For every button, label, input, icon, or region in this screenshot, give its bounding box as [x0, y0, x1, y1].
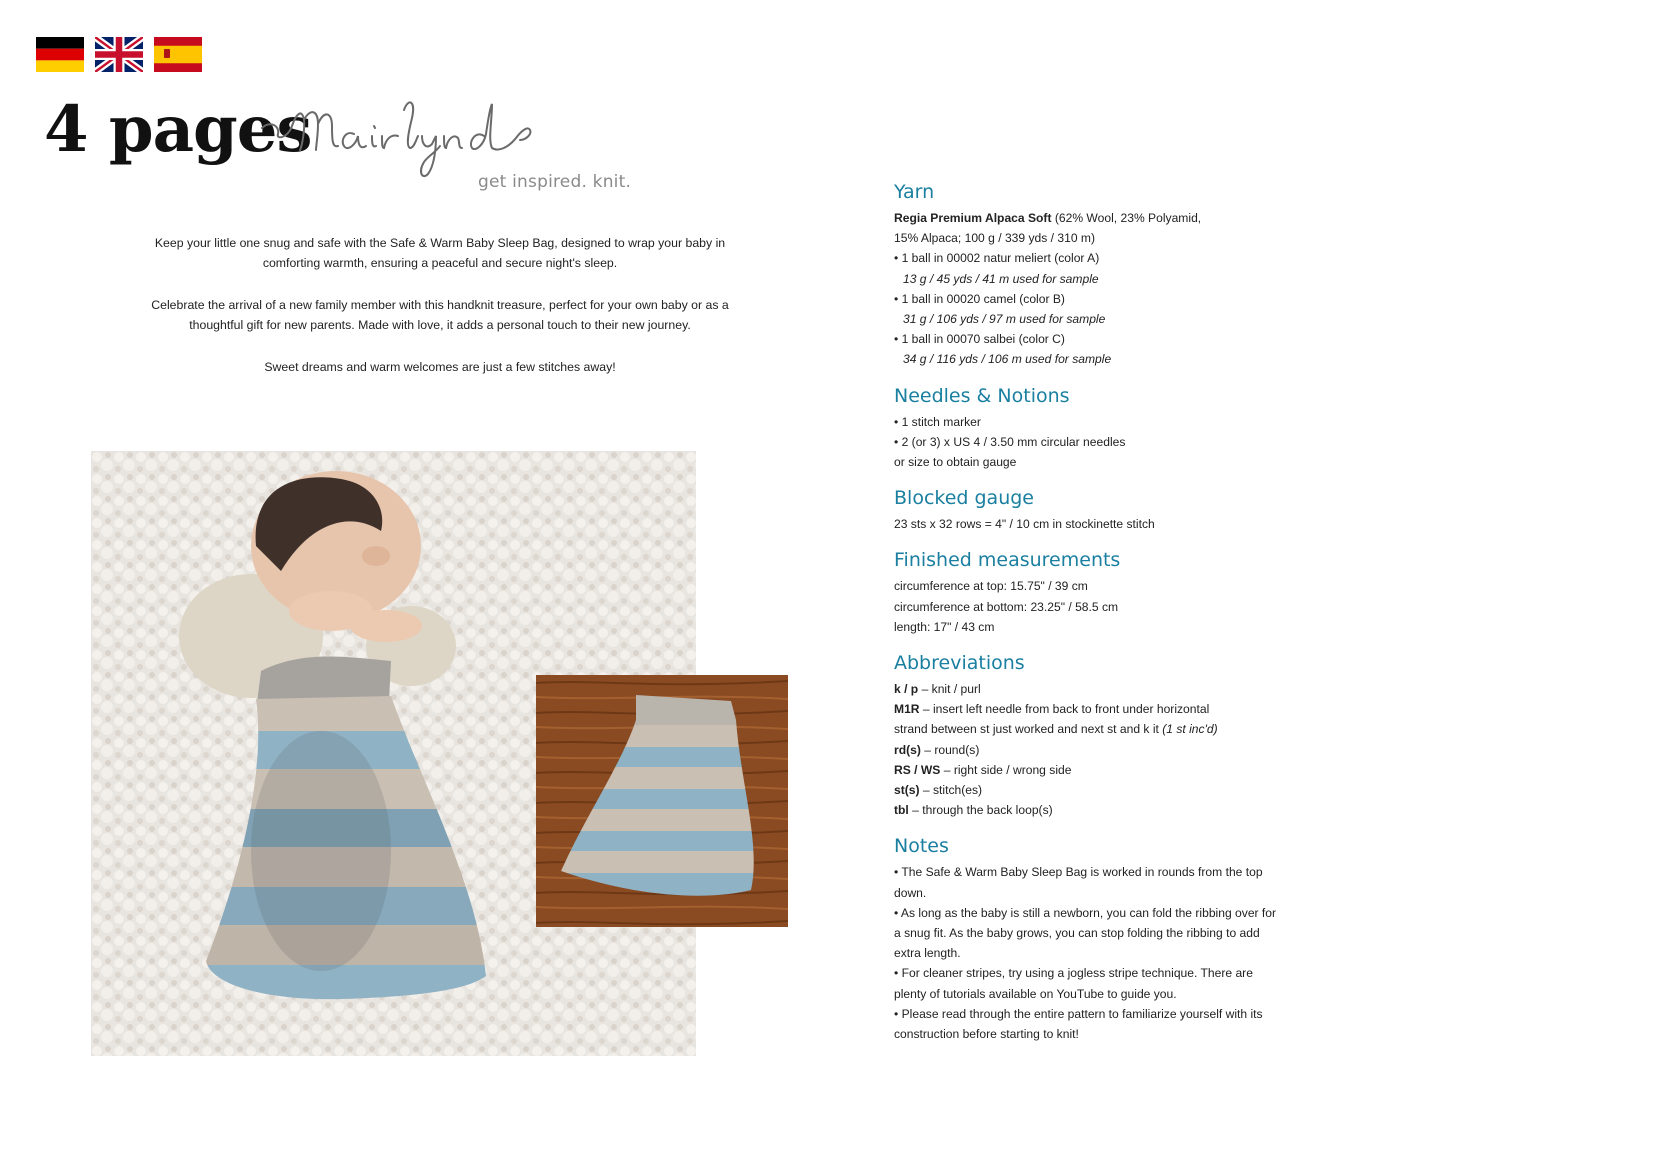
measurements-section: [894, 548, 1284, 637]
abbreviation-item: [894, 800, 1284, 820]
yarn-spec-cont: 15% Alpaca; 100 g / 339 yds / 310 m): [894, 231, 1096, 246]
abbreviation-def: – stitch(es): [919, 783, 983, 798]
abbreviation-item: [894, 780, 1284, 800]
gauge-section: [894, 486, 1284, 534]
pattern-details: [894, 180, 1284, 1058]
abbreviation-term: rd(s): [894, 742, 921, 757]
yarn-ball: • 1 ball in 00020 camel (color B): [894, 291, 1065, 306]
needles-line: or size to obtain gauge: [894, 455, 1017, 470]
abbreviation-def: – right side / wrong side: [940, 762, 1072, 777]
abbreviation-def: strand between st just worked and next st and k it: [894, 722, 1163, 737]
abbreviation-def: – through the back loop(s): [908, 803, 1053, 818]
note-item: • The Safe & Warm Baby Sleep Bag is worked in rounds from the top down.: [894, 865, 1263, 900]
yarn-ball: • 1 ball in 00002 natur meliert (color A): [894, 251, 1100, 266]
yarn-usage: 34 g / 116 yds / 106 m used for sample: [903, 352, 1112, 367]
tagline: get inspired. knit.: [478, 172, 632, 192]
abbreviation-item: [894, 760, 1284, 780]
spain-flag-icon[interactable]: [154, 37, 202, 72]
note-item: • As long as the baby is still a newborn, you can fold the ribbing over for a snug fit. As the baby grows, you can stop folding the ribbing to add extra length.: [894, 905, 1277, 961]
measurements-heading: Finished measurements: [894, 549, 1121, 572]
notes-section: [894, 834, 1284, 1044]
measurement-line: circumference at bottom: 23.25" / 58.5 cm: [894, 599, 1119, 614]
abbreviation-item: [894, 679, 1284, 699]
needles-heading: Needles & Notions: [894, 384, 1070, 407]
yarn-brand: Regia Premium Alpaca Soft: [894, 211, 1052, 225]
abbreviation-term: RS / WS: [894, 762, 941, 777]
abbreviation-def: – knit / purl: [918, 682, 981, 697]
abbreviation-def: – insert left needle from back to front under horizontal: [919, 702, 1210, 717]
note-item: • For cleaner stripes, try using a jogless stripe technique. There are plenty of tutorials available on YouTube to guide you.: [894, 966, 1253, 1001]
measurement-line: length: 17" / 43 cm: [894, 619, 995, 634]
intro-paragraph: Sweet dreams and warm welcomes are just a few stitches away!: [264, 360, 616, 374]
germany-flag-icon[interactable]: [36, 37, 84, 72]
sleep-bag-flat-photo: [536, 675, 788, 927]
gauge-line: 23 sts x 32 rows = 4" / 10 cm in stockinette stitch: [894, 517, 1155, 532]
gauge-heading: Blocked gauge: [894, 487, 1034, 510]
abbreviation-def: – round(s): [920, 742, 980, 757]
language-flags: [36, 37, 202, 72]
abbreviation-term: M1R: [894, 702, 920, 717]
intro-paragraph: Celebrate the arrival of a new family member with this handknit treasure, perfect for your own baby or as a thoughtful gift for new parents. Made with love, it adds a personal touch to their new journey.: [151, 298, 729, 332]
abbreviation-term: st(s): [894, 783, 920, 798]
yarn-section: [894, 180, 1284, 370]
abbreviation-item: [894, 740, 1284, 760]
yarn-ball: • 1 ball in 00070 salbei (color C): [894, 332, 1065, 347]
yarn-spec: [894, 208, 1284, 228]
notes-heading: Notes: [894, 835, 949, 858]
needles-line: • 1 stitch marker: [894, 414, 981, 429]
yarn-usage: 13 g / 45 yds / 41 m used for sample: [903, 271, 1099, 286]
abbreviation-note: (1 st inc'd): [1162, 722, 1218, 737]
abbreviations-section: [894, 651, 1284, 820]
abbreviation-item: [894, 699, 1284, 719]
abbreviation-item-cont: [894, 719, 1284, 739]
yarn-heading: Yarn: [894, 181, 935, 203]
yarn-spec-text: (62% Wool, 23% Polyamid,: [1051, 211, 1202, 225]
intro-text: [140, 233, 740, 399]
abbreviation-term: k / p: [894, 682, 919, 697]
abbreviations-heading: Abbreviations: [894, 652, 1025, 675]
needles-line: • 2 (or 3) x US 4 / 3.50 mm circular needles: [894, 434, 1126, 449]
note-item: • Please read through the entire pattern to familiarize yourself with its construction before starting to knit!: [894, 1006, 1263, 1042]
intro-paragraph: Keep your little one snug and safe with the Safe & Warm Baby Sleep Bag, designed to wrap your baby in comforting warmth, ensuring a peaceful and secure night's sleep.: [154, 236, 726, 270]
page-count-title: 4 pages: [44, 92, 312, 167]
uk-flag-icon[interactable]: [95, 37, 143, 72]
abbreviation-term: tbl: [894, 803, 909, 818]
needles-section: [894, 384, 1284, 473]
yarn-usage: 31 g / 106 yds / 97 m used for sample: [903, 312, 1106, 327]
measurement-line: circumference at top: 15.75" / 39 cm: [894, 579, 1088, 594]
